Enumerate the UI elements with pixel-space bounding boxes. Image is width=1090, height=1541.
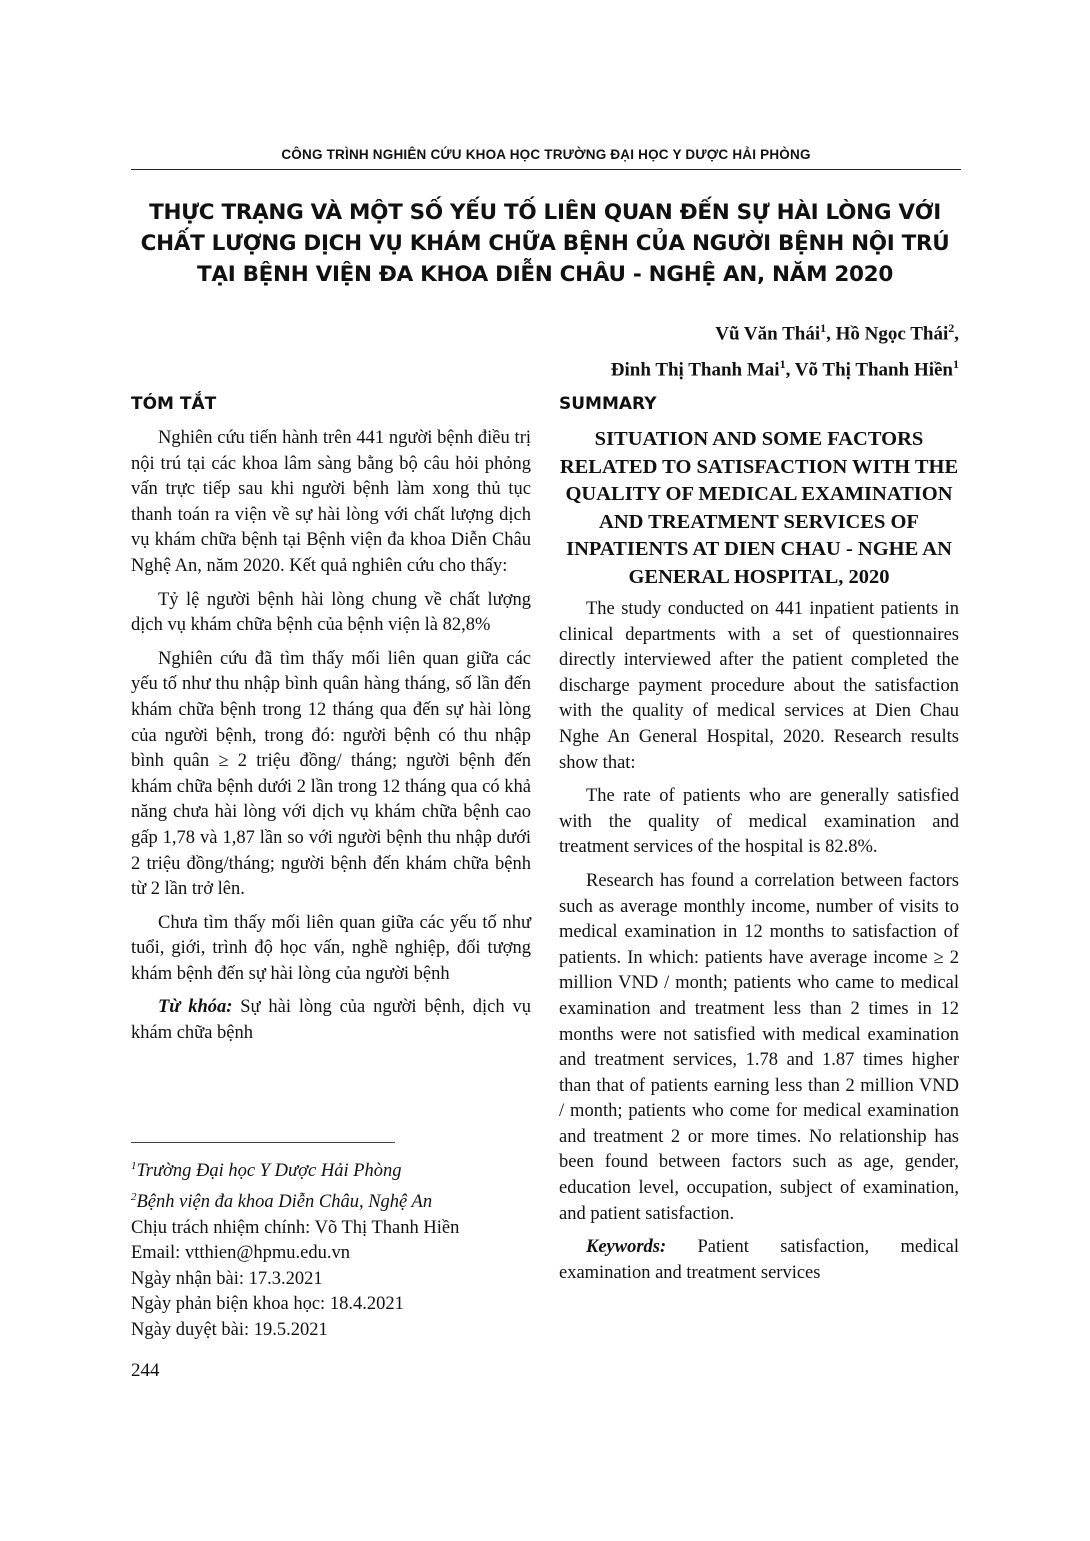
running-head: CÔNG TRÌNH NGHIÊN CỨU KHOA HỌC TRƯỜNG ĐẠI HỌC Y DƯỢC HẢI PHÒNG [131, 147, 961, 170]
footnote-divider [131, 1142, 395, 1143]
page-number: 244 [131, 1360, 160, 1381]
author-list [611, 313, 959, 386]
english-summary [559, 394, 959, 1294]
author-separator: , [785, 359, 795, 381]
affiliation-marker: 1 [820, 321, 827, 335]
author-line [611, 313, 959, 349]
abstract-paragraph: Chưa tìm thấy mối liên quan giữa các yếu tố như tuổi, giới, trình độ học vấn, nghề nghiệp, đối tượng khám bệnh đến sự hài lòng của người bệnh [131, 912, 531, 984]
affiliation-marker: 1 [779, 357, 786, 372]
article-title [110, 197, 980, 290]
keywords-label: Keywords: [586, 1237, 667, 1258]
affiliation-footnote: $^1$Trường Đại học Y Dược Hải Phòng [131, 1160, 402, 1182]
author-separator: , [954, 323, 959, 345]
footnotes [131, 1154, 531, 1343]
keywords-label: Từ khóa: [158, 997, 233, 1018]
abstract-paragraph: Nghiên cứu tiến hành trên 441 người bệnh điều trị nội trú tại các khoa lâm sàng bằng bộ câu hỏi phỏng vấn trực tiếp sau khi người bệnh làm xong thủ tục thanh toán ra viện về sự hài lòng với chất lượng dịch vụ khám chữa bệnh tại Bệnh viện đa khoa Diễn Châu Nghệ An, năm 2020. Kết quả nghiên cứu cho thấy: [131, 428, 531, 576]
keywords [559, 1235, 959, 1286]
keywords-text: Patient satisfaction, medical examination and treatment services [559, 1237, 959, 1283]
keywords-text: Sự hài lòng của người bệnh, dịch vụ khám chữa bệnh [131, 997, 531, 1044]
corresponding-author: Chịu trách nhiệm chính: Võ Thị Thanh Hiền [131, 1217, 460, 1238]
author-name: Hồ Ngọc Thái [835, 323, 949, 345]
summary-body [559, 597, 959, 1286]
footnote-marker: 2 [131, 1190, 137, 1203]
date-received: Ngày nhận bài: 17.3.2021 [131, 1268, 323, 1289]
title-line: CHẤT LƯỢNG DỊCH VỤ KHÁM CHỮA BỆNH CỦA NGƯỜI BỆNH NỘI TRÚ [140, 231, 950, 256]
affiliation-footnote: $^2$Bệnh viện đa khoa Diễn Châu, Nghệ An [131, 1190, 433, 1212]
keywords [131, 995, 531, 1046]
affiliation-marker: 2 [948, 321, 955, 335]
abstract-paragraph: Tỷ lệ người bệnh hài lòng chung về chất lượng dịch vụ khám chữa bệnh của bệnh viện là 82,8% [131, 589, 531, 636]
abstract-body [131, 426, 531, 1047]
date-reviewed: Ngày phản biện khoa học: 18.4.2021 [131, 1294, 404, 1315]
english-title: SITUATION AND SOME FACTORS RELATED TO SATISFACTION WITH THE QUALITY OF MEDICAL EXAMINATION AND TREATMENT SERVICES OF INPATIENTS AT DIEN CHAU - NGHE AN GENERAL HOSPITAL, 2020 [559, 428, 959, 588]
summary-paragraph: The rate of patients who are generally satisfied with the quality of medical examination and treatment services of the hospital is 82.8%. [559, 786, 959, 858]
author-name: Vũ Văn Thái [715, 323, 821, 345]
footnote-marker: 1 [131, 1160, 137, 1172]
email: Email: vtthien@hpmu.edu.vn [131, 1243, 350, 1264]
author-line [611, 349, 959, 385]
summary-heading: SUMMARY [559, 394, 657, 414]
title-line: TẠI BỆNH VIỆN ĐA KHOA DIỄN CHÂU - NGHỆ AN, NĂM 2020 [196, 262, 894, 287]
abstract-paragraph: Nghiên cứu đã tìm thấy mối liên quan giữa các yếu tố như thu nhập bình quân hàng tháng, số lần đến khám chữa bệnh trong 12 tháng qua đến sự hài lòng của người bệnh, trong đó: người bệnh có thu nhập bình quân ≥ 2 triệu đồng/ tháng; người bệnh đến khám chữa bệnh dưới 2 lần trong 12 tháng qua có khả năng chưa hài lòng với dịch vụ khám chữa bệnh cao gấp 1,78 và 1,87 lần so với người bệnh thu nhập dưới 2 triệu đồng/tháng; người bệnh đến khám chữa bệnh từ 2 lần trở lên. [131, 648, 531, 900]
author-separator: , [826, 323, 836, 345]
date-accepted: Ngày duyệt bài: 19.5.2021 [131, 1319, 328, 1340]
title-line: THỰC TRẠNG VÀ MỘT SỐ YẾU TỐ LIÊN QUAN ĐẾN SỰ HÀI LÒNG VỚI [149, 200, 941, 225]
affiliation-marker: 1 [953, 357, 959, 372]
abstract-heading: TÓM TẮT [131, 394, 217, 414]
author-name: Đinh Thị Thanh Mai [610, 359, 780, 381]
author-name: Võ Thị Thanh Hiền [794, 359, 953, 381]
summary-paragraph: The study conducted on 441 inpatient patients in clinical departments with a set of questionnaires directly interviewed after the patient completed the discharge payment procedure about the satisfaction with the quality of medical services at Dien Chau Nghe An General Hospital, 2020. Research results show that: [559, 599, 959, 773]
summary-paragraph: Research has found a correlation between factors such as average monthly income, number of visits to medical examination in 12 months to satisfaction of patients. In which: patients have average income ≥ 2 million VND / month; patients who came to medical examination and treatment less than 2 times in 12 months were not satisfied with medical examination and treatment services, 1.78 and 1.87 times higher than that of patients earning less than 2 million VND / month; patients who come for medical examination and treatment 2 or more times. No relationship has been found between factors such as age, gender, education level, occupation, subject of examination, and patient satisfaction. [559, 870, 959, 1224]
vietnamese-abstract [131, 394, 531, 1055]
